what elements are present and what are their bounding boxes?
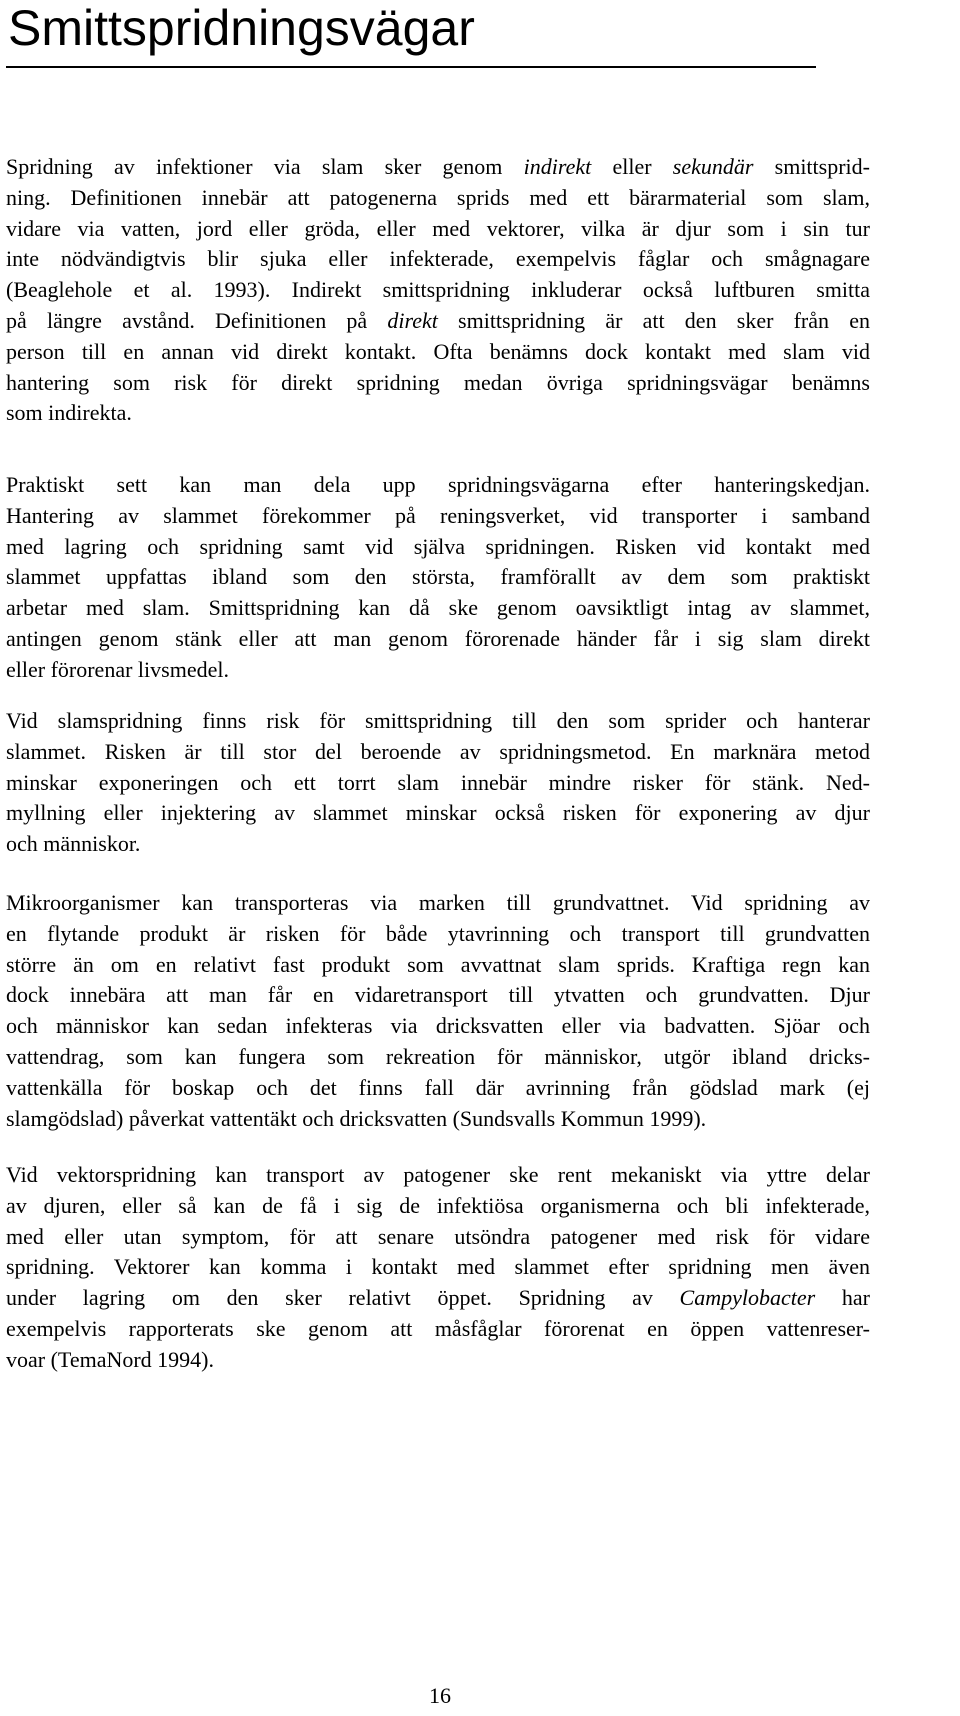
text-run: Spridning av infektioner via slam sker genom: [6, 154, 524, 179]
paragraph: [6, 152, 870, 429]
text-line: [6, 1160, 870, 1191]
paragraph: [6, 706, 870, 860]
text-line: [6, 470, 870, 501]
text-run: och människor.: [6, 831, 141, 857]
text-run: minskar exponeringen och ett torrt slam innebär mindre risker för stänk. Ned-: [6, 769, 870, 795]
text-line: [6, 1191, 870, 1222]
text-run: Hantering av slammet förekommer på reningsverket, vid transporter i samband: [6, 502, 870, 528]
text-run: person till en annan vid direkt kontakt. Ofta benämns dock kontakt med slam vid: [6, 338, 870, 364]
text-run: vidare via vatten, jord eller gröda, eller med vektorer, vilka är djur som i sin tur: [6, 215, 870, 241]
text-run: arbetar med slam. Smittspridning kan då ske genom oavsiktligt intag av slammet,: [6, 595, 870, 621]
text-run: Praktiskt sett kan man dela upp spridningsvägarna efter hanteringskedjan.: [6, 472, 870, 497]
text-line: [6, 798, 870, 829]
text-run: som indirekta.: [6, 400, 132, 426]
text-run: dock innebära att man får en vidaretransport till ytvatten och grundvatten. Djur: [6, 982, 870, 1008]
text-run: eller förorenar livsmedel.: [6, 656, 229, 682]
text-line: [6, 398, 870, 429]
text-run: på längre avstånd. Definitionen på: [6, 307, 388, 333]
text-line: [6, 244, 870, 275]
text-run: hantering som risk för direkt spridning medan övriga spridningsvägar benämns: [6, 369, 870, 395]
text-line: [6, 593, 870, 624]
text-run: större än om en relativt fast produkt som avvattnat slam sprids. Kraftiga regn kan: [6, 951, 870, 977]
text-run: smittspridning är att den sker från en: [437, 307, 870, 333]
text-line: [6, 888, 870, 919]
paragraph: [6, 470, 870, 686]
italic-term: direkt: [387, 307, 438, 333]
title-divider: [6, 66, 816, 68]
text-run: har: [815, 1285, 871, 1311]
text-line: [6, 1252, 870, 1283]
text-run: med lagring och spridning samt vid själva spridningen. Risken vid kontakt med: [6, 533, 870, 559]
text-run: smittsprid-: [753, 154, 870, 179]
text-run: slammet uppfattas ibland som den största, framförallt av dem som praktiskt: [6, 564, 870, 590]
text-line: [6, 655, 870, 686]
text-line: [6, 1104, 870, 1135]
text-line: [6, 532, 870, 563]
text-run: med eller utan symptom, för att senare utsöndra patogener med risk för vidare: [6, 1223, 870, 1249]
text-line: [6, 337, 870, 368]
text-run: antingen genom stänk eller att man genom förorenade händer får i sig slam direkt: [6, 625, 870, 651]
text-run: slamgödslad) påverkat vattentäkt och dricksvatten (Sundsvalls Kommun 1999).: [6, 1105, 707, 1131]
text-run: slammet. Risken är till stor del beroende av spridningsmetod. En marknära metod: [6, 738, 870, 764]
text-line: [6, 1042, 870, 1073]
text-line: [6, 306, 870, 337]
text-line: [6, 829, 870, 860]
text-run: voar (TemaNord 1994).: [6, 1346, 215, 1372]
text-line: [6, 1283, 870, 1314]
text-line: [6, 501, 870, 532]
text-line: [6, 214, 870, 245]
text-line: [6, 980, 870, 1011]
text-line: [6, 1222, 870, 1253]
text-run: och människor kan sedan infekteras via dricksvatten eller via badvatten. Sjöar och: [6, 1013, 870, 1039]
italic-term: sekundär: [672, 154, 754, 179]
text-run: myllning eller injektering av slammet minskar också risken för exponering av djur: [6, 800, 870, 826]
text-run: av djuren, eller så kan de få i sig de infektiösa organismerna och bli infekterade,: [6, 1192, 870, 1218]
text-line: [6, 1011, 870, 1042]
text-line: [6, 768, 870, 799]
paragraph: [6, 1160, 870, 1376]
italic-term: indirekt: [523, 154, 592, 179]
text-line: [6, 950, 870, 981]
text-run: Vid slamspridning finns risk för smittspridning till den som sprider och hanterar: [6, 708, 870, 733]
text-run: en flytande produkt är risken för både ytavrinning och transport till grundvatten: [6, 920, 870, 946]
page-title: Smittspridningsvägar: [8, 0, 475, 56]
text-run: Vid vektorspridning kan transport av patogener ske rent mekaniskt via yttre delar: [6, 1162, 870, 1187]
text-line: [6, 275, 870, 306]
paragraph: [6, 888, 870, 1134]
text-line: [6, 919, 870, 950]
text-line: [6, 152, 870, 183]
text-line: [6, 706, 870, 737]
text-run: (Beaglehole et al. 1993). Indirekt smittspridning inkluderar också luftburen smitta: [6, 277, 870, 303]
page-number: 16: [429, 1683, 451, 1708]
text-run: inte nödvändigtvis blir sjuka eller infekterade, exempelvis fåglar och smågnagare: [6, 246, 870, 272]
text-run: vattendrag, som kan fungera som rekreation för människor, utgör ibland dricks-: [6, 1043, 870, 1069]
text-line: [6, 624, 870, 655]
text-line: [6, 737, 870, 768]
text-line: [6, 368, 870, 399]
text-line: [6, 1073, 870, 1104]
text-line: [6, 1345, 870, 1376]
text-run: Mikroorganismer kan transporteras via marken till grundvattnet. Vid spridning av: [6, 890, 870, 915]
text-run: under lagring om den sker relativt öppet. Spridning av: [6, 1285, 680, 1311]
text-run: eller: [591, 154, 673, 179]
text-run: spridning. Vektorer kan komma i kontakt med slammet efter spridning men även: [6, 1254, 870, 1280]
text-run: ning. Definitionen innebär att patogenerna sprids med ett bärarmaterial som slam,: [6, 184, 870, 210]
text-run: vattenkälla för boskap och det finns fall där avrinning från gödslad mark (ej: [6, 1074, 870, 1100]
text-run: exempelvis rapporterats ske genom att måsfåglar förorenat en öppen vattenreser-: [6, 1315, 870, 1341]
text-line: [6, 1314, 870, 1345]
text-line: [6, 562, 870, 593]
italic-term: Campylobacter: [679, 1285, 816, 1311]
text-line: [6, 183, 870, 214]
